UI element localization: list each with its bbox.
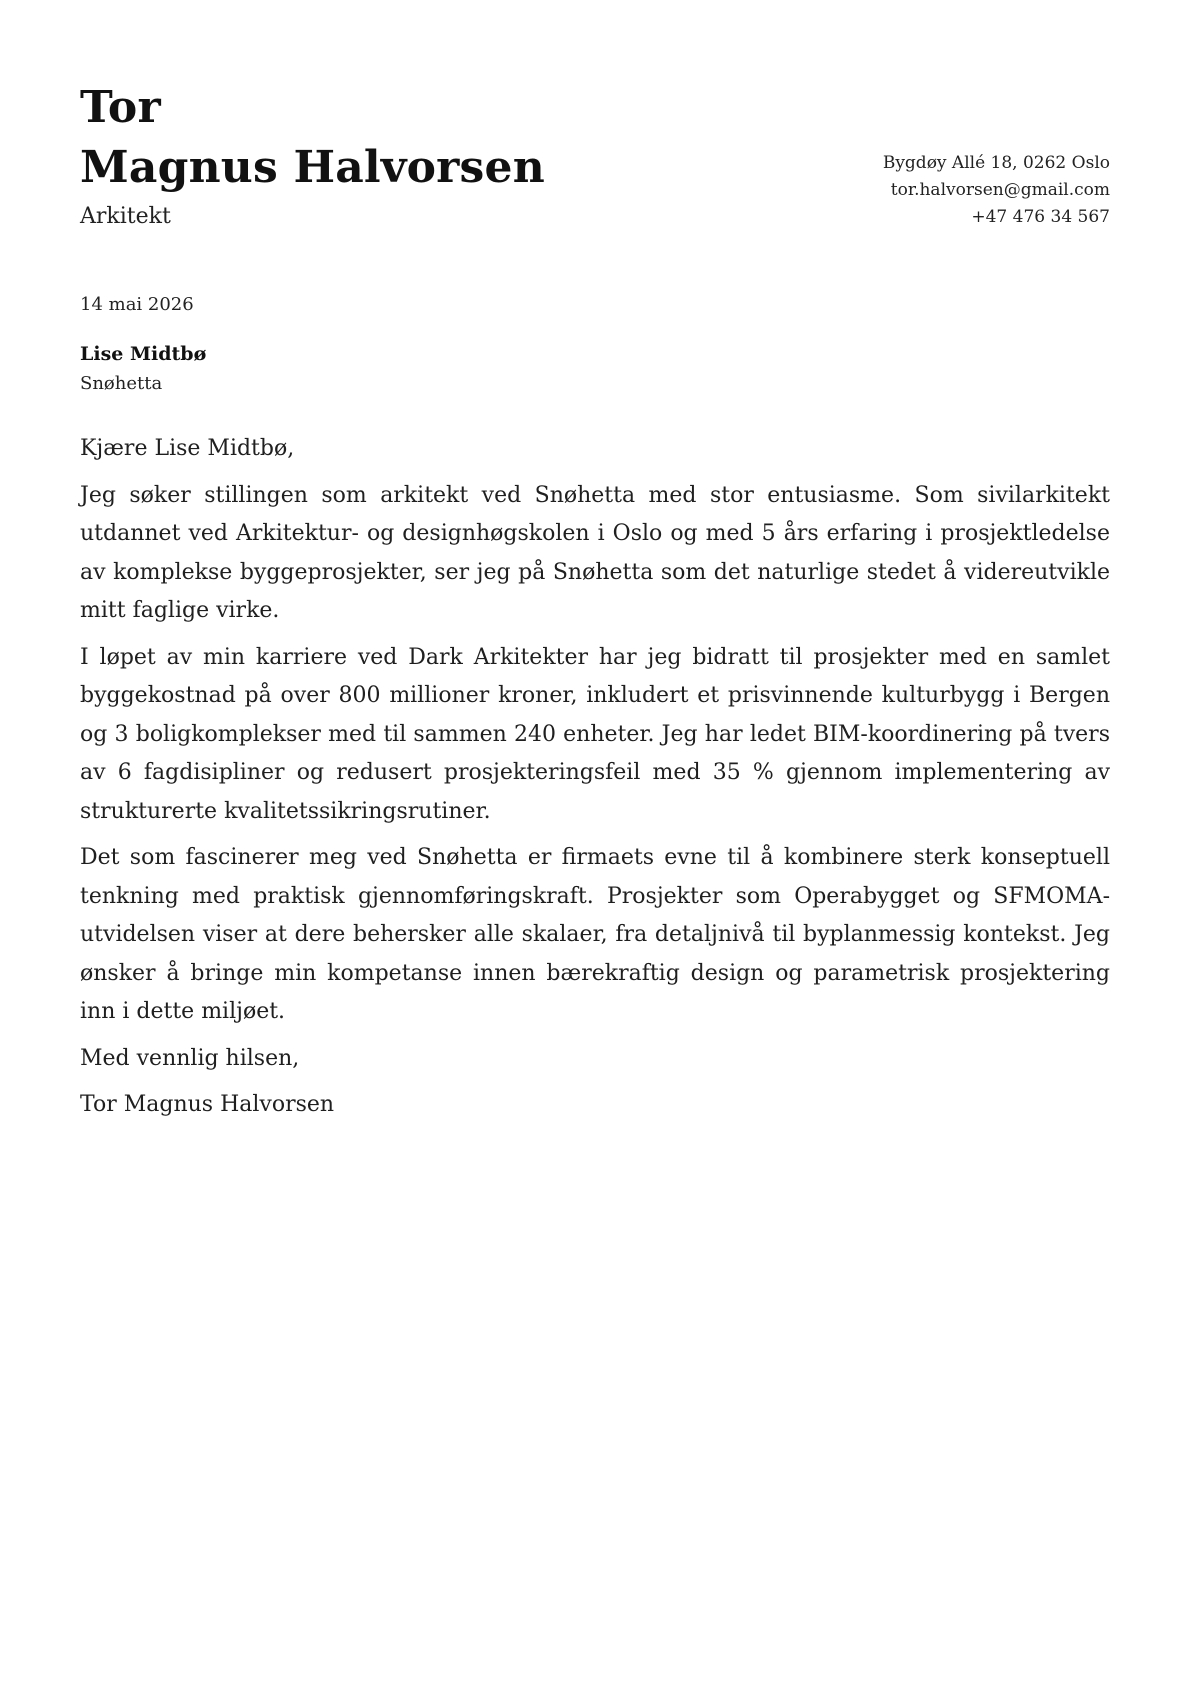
sender-phone: +47 476 34 567 — [971, 207, 1110, 227]
body-paragraph-3: Det som fascinerer meg ved Snøhetta er firmaets evne til å kombinere sterk konseptuell tenkning med praktisk gjennomføringskraft. Prosjekter som Operabygget og SFMOMA-utvidelsen viser at dere behersker alle skalaer, fra detaljnivå til byplanmessig kontekst. Jeg ønsker å bringe min kompetanse innen bærekraftig design og parametrisk prosjektering inn i dette miljøet. — [80, 845, 1110, 1024]
sender-contact-block — [883, 150, 1110, 231]
sender-email: tor.halvorsen@gmail.com — [890, 180, 1110, 200]
sender-last-name: Magnus Halvorsen — [80, 142, 545, 193]
closing: Med vennlig hilsen, — [80, 1045, 300, 1071]
cover-letter-page — [80, 0, 1110, 1683]
letter-header — [80, 78, 1110, 238]
signature: Tor Magnus Halvorsen — [80, 1092, 335, 1117]
sender-address: Bygdøy Allé 18, 0262 Oslo — [882, 153, 1110, 173]
recipient-name: Lise Midtbø — [80, 343, 207, 365]
body-paragraph-1: Jeg søker stillingen som arkitekt ved Snøhetta med stor entusiasme. Som sivilarkitekt utdannet ved Arkitektur- og designhøgskolen i Oslo og med 5 års erfaring i prosjektledelse av komplekse byggeprosjekter, ser jeg på Snøhetta som det naturlige stedet å videreutvikle mitt faglige virke. — [80, 482, 1110, 623]
letter-body — [80, 430, 1110, 1133]
recipient-company: Snøhetta — [80, 373, 163, 394]
letter-date: 14 mai 2026 — [80, 294, 194, 315]
sender-first-name: Tor — [80, 82, 161, 133]
sender-profession: Arkitekt — [80, 204, 171, 229]
salutation: Kjære Lise Midtbø, — [80, 436, 295, 461]
body-paragraph-2: I løpet av min karriere ved Dark Arkitekter har jeg bidratt til prosjekter med en samlet byggekostnad på over 800 millioner kroner, inkludert et prisvinnende kulturbygg i Bergen og 3 boligkomplekser med til sammen 240 enheter. Jeg har ledet BIM-koordinering på tvers av 6 fagdisipliner og redusert prosjekteringsfeil med 35 % gjennom implementering av strukturerte kvalitetssikringsrutiner. — [80, 644, 1110, 824]
recipient-block — [80, 339, 206, 399]
